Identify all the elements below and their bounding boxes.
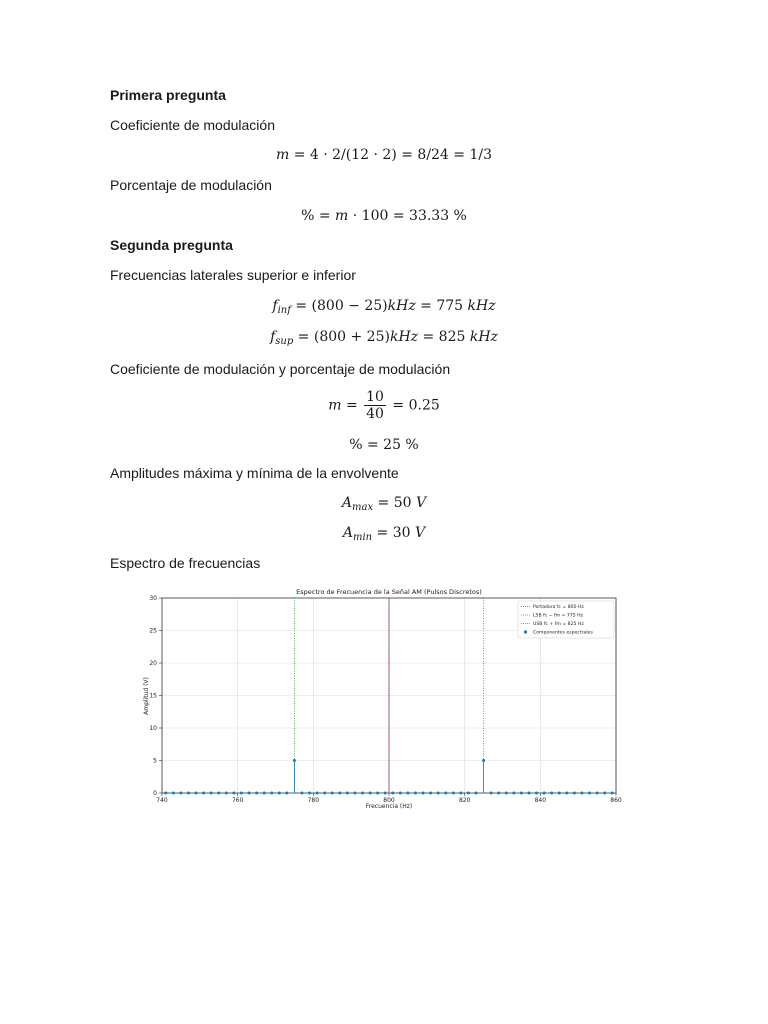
- amplitudes-label: Amplitudes máxima y mínima de la envolvente: [110, 465, 399, 481]
- stem-marker: [444, 792, 447, 795]
- stem-marker: [565, 792, 568, 795]
- eq-unit: kHz: [389, 329, 419, 345]
- stem-marker: [603, 792, 606, 795]
- legend-swatch: [524, 630, 527, 633]
- eq-amin-val: = 30: [372, 525, 416, 541]
- stem-marker: [467, 792, 470, 795]
- legend-entry: Portadora fc = 800 Hz: [533, 605, 584, 610]
- eq-coef-rhs: = 4 · 2/(12 · 2) = 8/24 = 1/3: [289, 147, 493, 163]
- stem-marker: [172, 792, 175, 795]
- heading-segunda-pregunta: Segunda pregunta: [110, 237, 233, 253]
- stem-marker: [376, 792, 379, 795]
- stem-marker: [323, 792, 326, 795]
- stem-marker: [331, 792, 334, 795]
- fraction-numerator: 10: [366, 389, 384, 405]
- coef-modulacion-label: Coeficiente de modulación: [110, 117, 275, 133]
- stem-marker: [406, 792, 409, 795]
- eq-var-f: f: [270, 329, 276, 345]
- y-tick-label: 0: [153, 790, 157, 797]
- x-tick-label: 760: [231, 797, 244, 804]
- stem-marker: [255, 792, 258, 795]
- fraction-denominator: 40: [366, 406, 384, 422]
- eq-sub-sup: sup: [275, 336, 294, 347]
- eq-unit: kHz: [467, 298, 496, 314]
- eq-unit: V: [416, 495, 427, 511]
- eq-unit: kHz: [387, 298, 416, 314]
- eq-unit: kHz: [469, 329, 498, 345]
- stem-marker: [535, 792, 538, 795]
- stem-marker: [353, 792, 356, 795]
- eq-fsup-val: = 825: [418, 329, 470, 345]
- stem-marker: [225, 792, 228, 795]
- stem-marker: [475, 792, 478, 795]
- heading-primera-pregunta: Primera pregunta: [110, 87, 226, 103]
- stem-marker: [338, 792, 341, 795]
- y-axis-label: Amplitud (V): [143, 677, 150, 715]
- stem-marker: [399, 792, 402, 795]
- stem-marker: [369, 792, 372, 795]
- stem-marker: [573, 792, 576, 795]
- eq-pct-pre: % =: [301, 208, 336, 224]
- x-tick-label: 740: [156, 797, 168, 804]
- stem-marker: [361, 792, 364, 795]
- stem-marker: [422, 792, 425, 795]
- x-tick-label: 840: [534, 797, 547, 804]
- stem-marker: [497, 792, 500, 795]
- y-tick-label: 30: [149, 595, 157, 602]
- finf-equation: [0, 297, 768, 315]
- stem-marker: [580, 792, 583, 795]
- amax-equation: [0, 494, 768, 512]
- eq-var-a: A: [342, 525, 353, 541]
- legend-entry: LSB fc − fm = 775 Hz: [533, 613, 583, 619]
- eq-sub-max: max: [352, 502, 374, 513]
- x-axis-label: Frecuencia (Hz): [365, 803, 413, 810]
- stem-marker: [414, 792, 417, 795]
- eq-var-a: A: [341, 495, 352, 511]
- y-tick-label: 20: [149, 660, 157, 667]
- fraction: [364, 389, 386, 422]
- eq-var-m: m: [335, 208, 349, 224]
- stem-marker: [391, 792, 394, 795]
- stem-marker: [588, 792, 591, 795]
- stem-marker: [285, 792, 288, 795]
- stem-marker: [316, 792, 319, 795]
- stem-marker: [270, 792, 273, 795]
- stem-marker: [278, 792, 281, 795]
- stem-marker: [505, 792, 508, 795]
- eq-equals: =: [341, 397, 363, 414]
- chart-title: Espectro de Frecuencia de la Señal AM (Pulsos Discretos): [296, 588, 482, 596]
- stem-marker: [346, 792, 349, 795]
- x-tick-label: 780: [307, 797, 320, 804]
- eq-var-m: m: [275, 147, 290, 163]
- y-tick-label: 10: [149, 725, 157, 732]
- stem-marker: [308, 792, 311, 795]
- stem-marker: [543, 792, 546, 795]
- eq-finf-val: = 775: [415, 298, 468, 314]
- eq-amax-val: = 50: [373, 495, 416, 511]
- stem-marker: [240, 792, 243, 795]
- stem-marker: [195, 792, 198, 795]
- stem-marker: [232, 792, 235, 795]
- espectro-label: Espectro de frecuencias: [110, 555, 261, 571]
- stem-marker: [550, 792, 553, 795]
- pct-modulacion-label: Porcentaje de modulación: [110, 177, 272, 193]
- eq-unit: V: [415, 525, 426, 541]
- stem-marker: [217, 792, 220, 795]
- stem-marker: [512, 792, 515, 795]
- stem-marker: [384, 792, 387, 795]
- stem-marker: [482, 759, 485, 762]
- stem-marker: [490, 792, 493, 795]
- eq-var-m: m: [328, 397, 342, 414]
- y-tick-label: 15: [149, 692, 157, 700]
- amin-equation: [0, 524, 768, 542]
- stem-marker: [596, 792, 599, 795]
- stem-marker: [164, 792, 167, 795]
- legend-entry: Componentes espectrales: [533, 630, 593, 636]
- m-fraction-equation: [0, 389, 768, 422]
- spectrum-chart: [142, 584, 626, 816]
- coef-equation: [0, 146, 768, 164]
- eq-sub-inf: inf: [277, 305, 291, 316]
- eq-fsup-mid: = (800 + 25): [293, 329, 390, 345]
- y-tick-label: 25: [149, 627, 157, 635]
- legend-entry: USB fc + fm = 825 Hz: [533, 622, 584, 627]
- stem-marker: [558, 792, 561, 795]
- pct2-equation: % = 25 %: [349, 437, 419, 453]
- x-tick-label: 860: [610, 797, 622, 804]
- stem-marker: [520, 792, 523, 795]
- pct-equation: [0, 207, 768, 225]
- eq-finf-mid: = (800 − 25): [290, 298, 388, 314]
- stem-marker: [179, 792, 182, 795]
- stem-marker: [300, 792, 303, 795]
- y-tick-label: 5: [153, 757, 157, 765]
- eq-var-f: f: [272, 298, 278, 314]
- fsup-equation: [0, 328, 768, 346]
- stem-marker: [429, 792, 432, 795]
- stem-marker: [202, 792, 205, 795]
- eq-pct-post: · 100 = 33.33 %: [348, 208, 467, 224]
- legend: [518, 601, 614, 638]
- stem-marker: [527, 792, 530, 795]
- frecuencias-laterales-label: Frecuencias laterales superior e inferior: [110, 267, 356, 283]
- stem-marker: [263, 792, 266, 795]
- coef-pct-label: Coeficiente de modulación y porcentaje de modulación: [110, 361, 451, 377]
- stem-marker: [187, 792, 190, 795]
- eq-m-val: = 0.25: [387, 397, 440, 414]
- stem-marker: [293, 759, 296, 762]
- stem-marker: [248, 792, 251, 795]
- x-tick-label: 800: [383, 797, 395, 804]
- stem-marker: [452, 792, 455, 795]
- stem-marker: [459, 792, 462, 795]
- x-tick-label: 820: [458, 797, 471, 804]
- eq-sub-min: min: [352, 532, 373, 543]
- stem-marker: [611, 792, 614, 795]
- stem-marker: [210, 792, 213, 795]
- stem-marker: [437, 792, 440, 795]
